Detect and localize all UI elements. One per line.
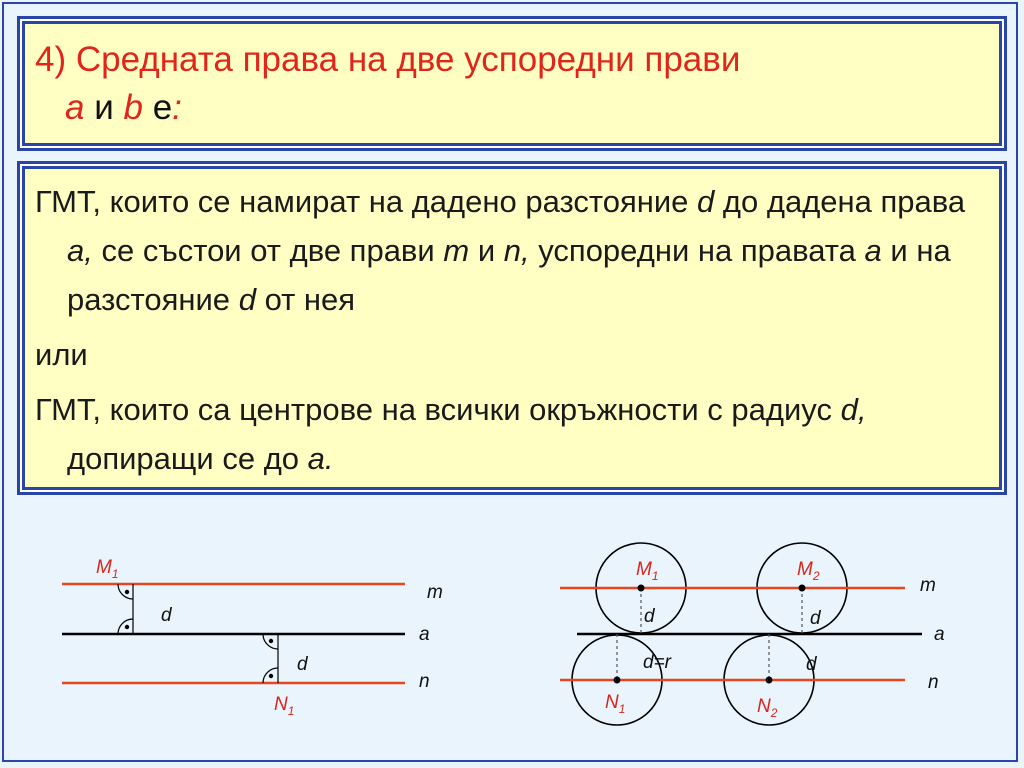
point-N2	[766, 677, 773, 684]
label-N2-right: $N_2$	[757, 696, 778, 720]
label-M1-left: $M_1$	[96, 557, 119, 581]
label-d2-right: d	[810, 608, 821, 629]
label-d1-right: d	[644, 606, 655, 627]
point-M1	[638, 585, 645, 592]
def-text: се състои от две прави	[101, 233, 435, 268]
title-verb: е	[152, 88, 173, 127]
def-var-d: d	[697, 184, 715, 219]
label-n-right: n	[928, 672, 939, 693]
def-var-a: a.	[307, 441, 334, 476]
def-var-d: d	[238, 282, 256, 317]
def-var-d: d,	[840, 392, 867, 427]
label-a-left: a	[419, 624, 430, 645]
def-var-a: a	[864, 233, 882, 268]
title-colon: :	[172, 88, 182, 127]
def-text: дадена права	[766, 184, 966, 219]
def-text: ГМТ, които са центрове на всички окръжности с	[35, 392, 723, 427]
def-var-m: m	[443, 233, 470, 268]
def-text: и на разстояние	[67, 233, 951, 317]
def-text: ГМТ, които се намират на дадено разстояние	[35, 184, 689, 219]
def-text: радиус	[731, 392, 832, 427]
label-a-right: a	[934, 624, 945, 645]
point-N1	[614, 677, 621, 684]
label-m-left: m	[427, 582, 443, 603]
title-text: Средната права на две успоредни прави	[75, 40, 741, 79]
title-var-b: b	[123, 88, 143, 127]
title-number: 4)	[35, 40, 67, 79]
title-and: и	[94, 88, 114, 127]
def-text: до	[722, 184, 759, 219]
label-d-top-left: d	[161, 605, 172, 626]
def-var-a: a,	[67, 233, 93, 268]
label-N1-right: $N_1$	[605, 692, 626, 716]
def-text: успоредни на правата	[538, 233, 856, 268]
label-d3-right: d	[806, 654, 817, 675]
label-dr-right: d=r	[643, 652, 671, 673]
title-var-a: a	[65, 88, 85, 127]
def-text: от нея	[264, 282, 356, 317]
def-text: и	[477, 233, 496, 268]
label-M2-right: $M_2$	[797, 559, 820, 583]
point-M2	[799, 585, 806, 592]
def-var-n: n,	[503, 233, 530, 268]
def-text: допиращи се до	[67, 441, 300, 476]
definition-or: или	[35, 337, 88, 372]
label-M1-right: $M_1$	[636, 559, 659, 583]
label-N1-left: $N_1$	[274, 694, 295, 718]
label-m-right: m	[920, 575, 936, 596]
label-n-left: n	[419, 671, 430, 692]
label-d-bottom-left: d	[297, 654, 308, 675]
